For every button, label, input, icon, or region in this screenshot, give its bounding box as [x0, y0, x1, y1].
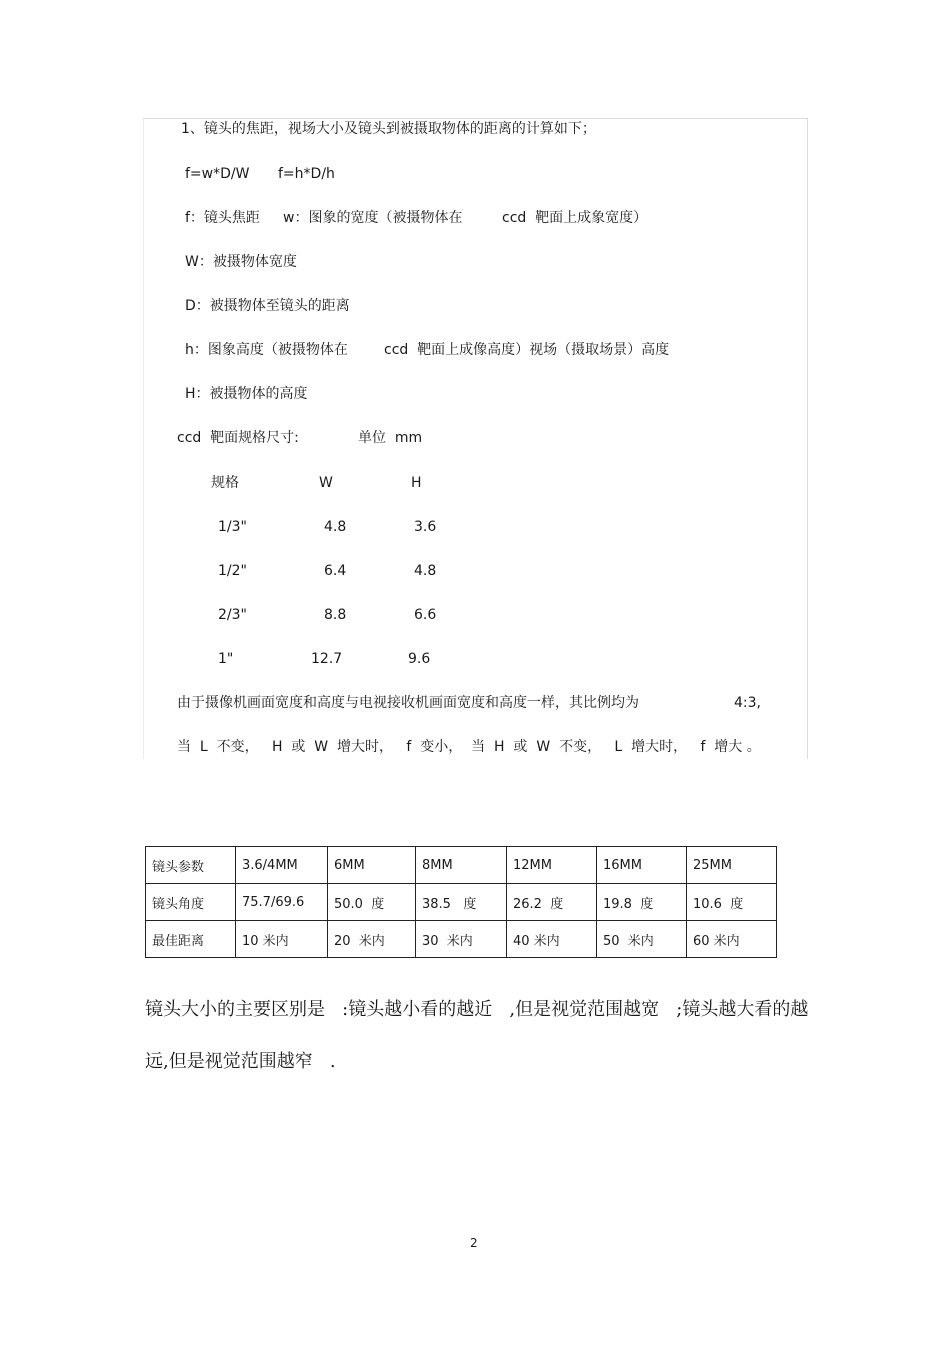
ratio-text: 由于摄像机画面宽度和高度与电视接收机画面宽度和高度一样，其比例均为 — [177, 695, 639, 711]
table-cell: 16MM — [597, 847, 687, 884]
formula-f-h: f=h*D/h — [278, 166, 335, 182]
table-cell: 60 米内 — [687, 921, 777, 958]
ccd-row-spec: 1/3" — [218, 519, 247, 535]
ccd-row-w: 8.8 — [324, 607, 347, 623]
page-number: 2 — [470, 1236, 478, 1250]
ccd-row-w: 6.4 — [324, 563, 347, 579]
table-row — [146, 921, 777, 958]
definition-D: D：被摄物体至镜头的距离 — [185, 298, 350, 314]
formula-f-w: f=w*D/W — [185, 166, 250, 182]
definition-w-cont: ccd 靶面上成象宽度） — [502, 210, 648, 226]
lens-parameter-table — [145, 846, 777, 958]
ccd-header-h: H — [411, 475, 422, 491]
ccd-row-h: 6.6 — [414, 607, 437, 623]
definition-f: f：镜头焦距 — [185, 210, 260, 226]
ccd-header-w: W — [319, 475, 333, 491]
definition-w: w：图象的宽度（被摄物体在 — [283, 210, 463, 226]
section-heading: 1、镜头的焦距，视场大小及镜头到被摄取物体的距离的计算如下； — [181, 121, 596, 137]
table-cell: 50.0 度 — [328, 884, 416, 921]
definition-H: H：被摄物体的高度 — [185, 386, 308, 402]
summary-line-1: 镜头大小的主要区别是 :镜头越小看的越近 ,但是视觉范围越宽 ;镜头越大看的越 — [145, 999, 809, 1020]
table-cell: 镜头角度 — [146, 884, 236, 921]
table-cell: 10.6 度 — [687, 884, 777, 921]
table-cell: 40 米内 — [507, 921, 597, 958]
table-cell: 10 米内 — [236, 921, 328, 958]
unit-label: 单位 mm — [358, 430, 423, 446]
table-cell: 30 米内 — [416, 921, 507, 958]
table-cell: 3.6/4MM — [236, 847, 328, 884]
ratio-value: 4:3, — [734, 695, 761, 711]
table-row — [146, 847, 777, 884]
ccd-row-h: 4.8 — [414, 563, 437, 579]
rule-text: 当 L 不变， H 或 W 增大时， f 变小， 当 H 或 W 不变， L 增大时， f 增大 。 — [177, 739, 761, 755]
ccd-row-w: 12.7 — [311, 651, 343, 667]
definition-W: W：被摄物体宽度 — [185, 254, 297, 270]
ccd-row-h: 3.6 — [414, 519, 437, 535]
table-cell: 19.8 度 — [597, 884, 687, 921]
table-cell: 20 米内 — [328, 921, 416, 958]
ccd-spec-label: ccd 靶面规格尺寸: — [177, 430, 299, 446]
table-cell: 50 米内 — [597, 921, 687, 958]
table-cell: 镜头参数 — [146, 847, 236, 884]
ccd-row-h: 9.6 — [408, 651, 431, 667]
ccd-row-w: 4.8 — [324, 519, 347, 535]
table-cell: 12MM — [507, 847, 597, 884]
table-cell: 25MM — [687, 847, 777, 884]
table-row — [146, 884, 777, 921]
table-cell: 26.2 度 — [507, 884, 597, 921]
ccd-header-spec: 规格 — [211, 475, 239, 491]
ccd-row-spec: 1/2" — [218, 563, 247, 579]
table-cell: 6MM — [328, 847, 416, 884]
table-cell: 8MM — [416, 847, 507, 884]
table-cell: 最佳距离 — [146, 921, 236, 958]
table-cell: 38.5 度 — [416, 884, 507, 921]
table-cell: 75.7/69.6 — [236, 884, 328, 921]
summary-line-2: 远,但是视觉范围越窄 . — [145, 1051, 336, 1072]
definition-h: h：图象高度（被摄物体在 — [185, 342, 348, 358]
ccd-row-spec: 2/3" — [218, 607, 247, 623]
definition-h-cont: ccd 靶面上成像高度）视场（摄取场景）高度 — [384, 342, 670, 358]
ccd-row-spec: 1" — [218, 651, 234, 667]
